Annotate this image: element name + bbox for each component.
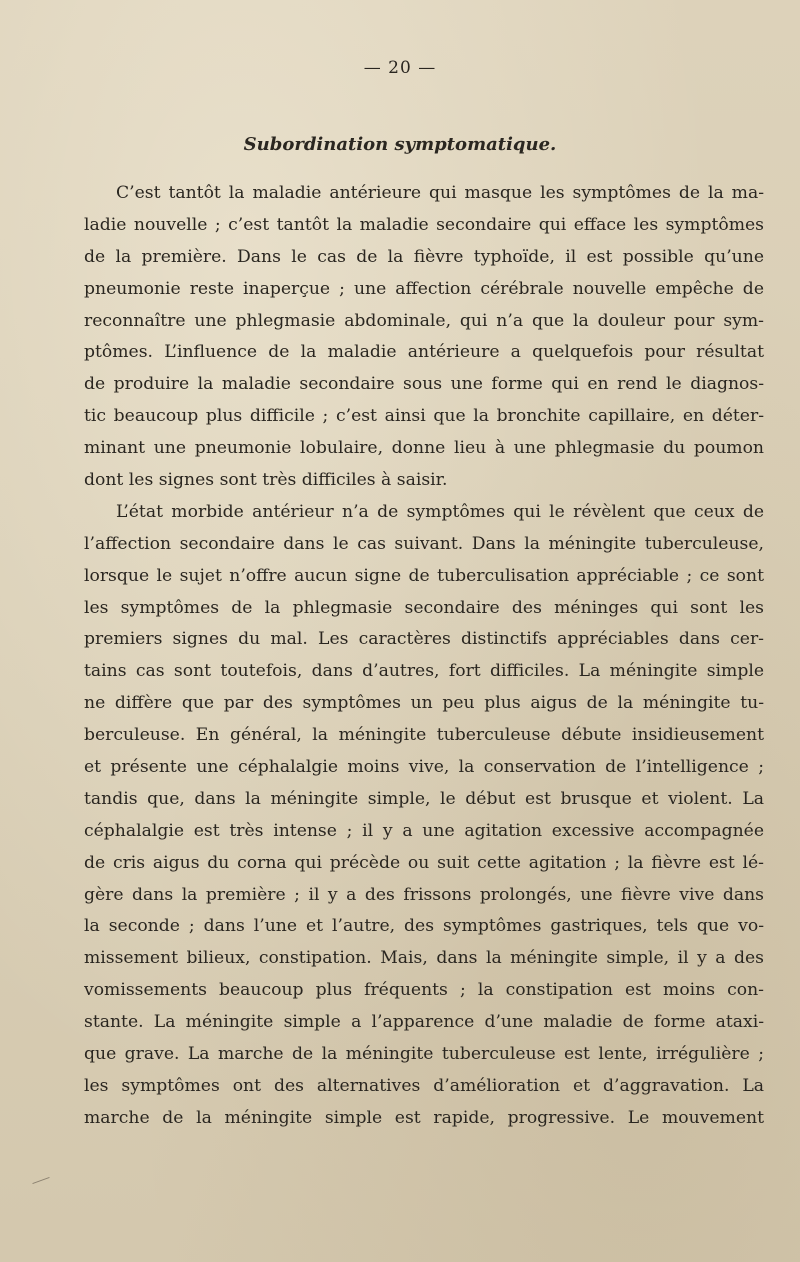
text-line: stante. La méningite simple a l’apparence d’une maladie de forme ataxi- — [84, 1012, 764, 1033]
text-line: les symptômes de la phlegmasie secondaire des méninges qui sont les — [84, 597, 764, 618]
text-line: tains cas sont toutefois, dans d’autres, fort difficiles. La méningite simple — [84, 661, 764, 682]
text-line: minant une pneumonie lobulaire, donne lieu à une phlegmasie du poumon — [84, 438, 764, 459]
text-line: tandis que, dans la méningite simple, le début est brusque et violent. La — [84, 788, 764, 809]
text-line: marche de la méningite simple est rapide, progressive. Le mouvement — [84, 1107, 764, 1128]
margin-mark — [32, 1177, 49, 1184]
page-number: — 20 — — [363, 58, 437, 78]
text-line: lorsque le sujet n’offre aucun signe de tuberculisation appréciable ; ce sont — [84, 565, 764, 586]
section-title: Subordination symptomatique. — [243, 134, 557, 155]
text-line: ptômes. L’influence de la maladie antérieure a quelquefois pour résultat — [84, 342, 764, 363]
text-line: ne diffère que par des symptômes un peu plus aigus de la méningite tu- — [84, 693, 764, 714]
text-line: la seconde ; dans l’une et l’autre, des symptômes gastriques, tels que vo- — [84, 916, 764, 937]
text-line: tic beaucoup plus difficile ; c’est ainsi que la bronchite capillaire, en déter- — [84, 406, 764, 427]
text-line: ladie nouvelle ; c’est tantôt la maladie secondaire qui efface les symptômes — [84, 214, 764, 235]
text-line: berculeuse. En général, la méningite tuberculeuse débute insidieusement — [84, 725, 764, 746]
text-line: de produire la maladie secondaire sous une forme qui en rend le diagnos- — [84, 374, 764, 395]
text-line: reconnaître une phlegmasie abdominale, qui n’a que la douleur pour sym- — [84, 310, 764, 331]
text-line: dont les signes sont très difficiles à saisir. — [84, 470, 448, 491]
text-line: l’affection secondaire dans le cas suivant. Dans la méningite tuberculeuse, — [84, 533, 764, 554]
text-line: céphalalgie est très intense ; il y a une agitation excessive accompagnée — [84, 820, 764, 841]
text-line: les symptômes ont des alternatives d’amélioration et d’aggravation. La — [84, 1075, 764, 1096]
text-line: premiers signes du mal. Les caractères distinctifs appréciables dans cer- — [84, 629, 764, 650]
body-text — [84, 178, 764, 1135]
text-line: et présente une céphalalgie moins vive, la conservation de l’intelligence ; — [84, 757, 764, 778]
text-line: que grave. La marche de la méningite tuberculeuse est lente, irrégulière ; — [84, 1044, 764, 1065]
text-line: C’est tantôt la maladie antérieure qui masque les symptômes de la ma- — [116, 183, 764, 203]
text-line: vomissements beaucoup plus fréquents ; la constipation est moins con- — [84, 980, 764, 1001]
text-line: gère dans la première ; il y a des frissons prolongés, une fièvre vive dans — [84, 884, 764, 905]
text-line: de la première. Dans le cas de la fièvre typhoïde, il est possible qu’une — [84, 246, 764, 267]
text-line: missement bilieux, constipation. Mais, dans la méningite simple, il y a des — [84, 948, 764, 969]
text-line: de cris aigus du corna qui précède ou suit cette agitation ; la fièvre est lé- — [84, 852, 764, 873]
text-line: pneumonie reste inaperçue ; une affection cérébrale nouvelle empêche de — [84, 278, 764, 299]
text-line: L’état morbide antérieur n’a de symptômes qui le révèlent que ceux de — [116, 501, 764, 522]
